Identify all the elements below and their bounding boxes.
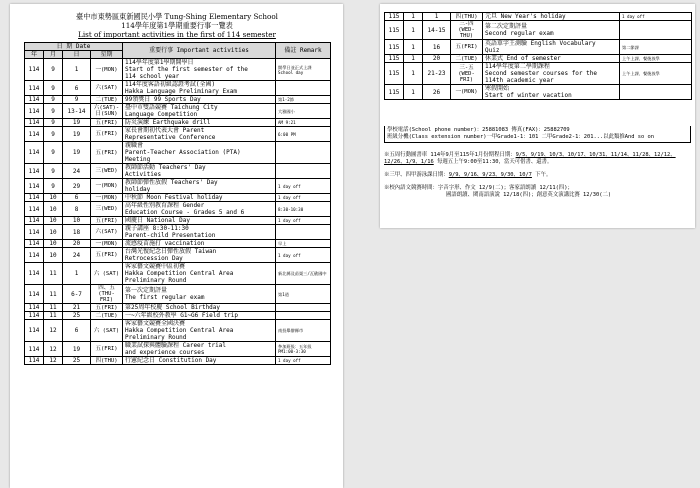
book-van-dates: 9/5、9/19、10/3、10/17、10/31、11/14、11/28、12/12、12/26、1/9、1/16 <box>384 152 676 165</box>
year-cell: 115 <box>385 55 404 63</box>
day-cell: 6 <box>63 81 91 96</box>
month-cell: 9 <box>44 119 63 127</box>
year-cell: 114 <box>25 240 44 248</box>
year-cell: 114 <box>25 104 44 119</box>
activity-cell <box>123 357 276 365</box>
weekday-cell: 一(MON) <box>91 179 123 194</box>
remark-cell <box>276 164 331 179</box>
activity-line: Start of the first semester of the <box>125 66 248 73</box>
table-row <box>25 127 331 142</box>
activity-line: 114年度客語初級認證考試(全國) <box>125 81 216 88</box>
day-cell: 24 <box>63 164 91 179</box>
weekday-cell: 三(WED) <box>91 202 123 217</box>
weekday-cell: 一(MON) <box>91 240 123 248</box>
year-cell: 114 <box>25 179 44 194</box>
month-cell: 11 <box>44 263 63 285</box>
activity-line: 親子講座 8:30-11:30 <box>125 225 189 232</box>
year-cell: 114 <box>25 225 44 240</box>
weekday-cell: 五(FRI) <box>91 342 123 357</box>
year-cell: 114 <box>25 285 44 304</box>
day-cell: 19 <box>63 127 91 142</box>
activity-cell <box>123 240 276 248</box>
activity-line: 114th academic year <box>485 77 554 84</box>
month-cell: 9 <box>44 179 63 194</box>
table-row <box>25 217 331 225</box>
weekday-cell: 一(MON) <box>91 194 123 202</box>
activity-line: 114學年度第二學期課程 <box>485 63 550 70</box>
activity-cell <box>123 263 276 285</box>
weekday-cell: 四(THU) <box>91 357 123 365</box>
month-cell: 1 <box>404 13 423 21</box>
activity-line: Quiz <box>485 47 500 54</box>
weekday-cell: 三-四(WED-THU) <box>451 21 483 40</box>
activity-cell <box>123 312 276 320</box>
day-cell: 14-15 <box>423 21 451 40</box>
remark-cell: 大雅國小 <box>276 104 331 119</box>
year-cell: 114 <box>25 217 44 225</box>
activity-cell <box>123 225 276 240</box>
remark-cell: 1 day off <box>276 217 331 225</box>
day-cell: 20 <box>423 55 451 63</box>
year-cell: 114 <box>25 119 44 127</box>
table-row <box>25 304 331 312</box>
remark-cell <box>276 312 331 320</box>
year-cell: 115 <box>385 85 404 100</box>
activity-line: Start of winter vacation <box>485 92 572 99</box>
day-cell: 19 <box>63 342 91 357</box>
month-cell: 10 <box>44 217 63 225</box>
day-cell: 9 <box>63 96 91 104</box>
table-row <box>25 194 331 202</box>
day-cell: 10 <box>63 217 91 225</box>
day-cell: 18 <box>63 225 91 240</box>
day-cell: 24 <box>63 248 91 263</box>
year-cell: 114 <box>25 194 44 202</box>
remark-cell: 參加班級：五年級 PM1:00-3:30 <box>276 342 331 357</box>
table-row <box>385 55 692 63</box>
month-cell: 9 <box>44 59 63 81</box>
day-cell: 1 <box>63 263 91 285</box>
year-cell: 114 <box>25 127 44 142</box>
month-cell: 9 <box>44 164 63 179</box>
activity-cell <box>123 285 276 304</box>
table-row <box>385 85 692 100</box>
activity-line: Parent-child Presentation <box>125 232 216 239</box>
activity-line: 第一次定期評量 <box>125 287 168 294</box>
month-cell: 10 <box>44 202 63 217</box>
activities-header: 重要行事 Important activities <box>123 43 276 59</box>
weekday-header: 星期 <box>91 51 123 59</box>
schedule-body-right <box>385 13 692 100</box>
activity-line: Preliminary Round <box>125 334 187 341</box>
remark-cell: 1 day off <box>276 248 331 263</box>
activity-line: Activities <box>125 171 162 178</box>
table-row <box>25 59 331 81</box>
day-cell: 8 <box>63 202 91 217</box>
activity-line: 高年級性別教育課程 Gender <box>125 202 205 209</box>
weekday-cell: 三(WED) <box>91 164 123 179</box>
month-cell: 1 <box>404 21 423 40</box>
year-cell: 115 <box>385 40 404 55</box>
activity-line: Representative Conference <box>125 134 216 141</box>
year-cell: 114 <box>25 248 44 263</box>
activity-line: 教師節彈性放假 Teachers' Day <box>125 179 218 186</box>
activity-line: Hakka Competition Central Area <box>125 327 234 334</box>
remark-cell: 6:00 PM <box>276 127 331 142</box>
activity-cell <box>123 164 276 179</box>
month-cell: 10 <box>44 194 63 202</box>
table-row <box>25 96 331 104</box>
semester-title: 114學年度第1學期重要行事一覽表 <box>121 21 233 30</box>
table-row <box>385 63 692 85</box>
month-cell: 1 <box>404 55 423 63</box>
activity-cell <box>123 81 276 96</box>
month-cell: 1 <box>404 63 423 85</box>
activity-cell <box>123 142 276 164</box>
weekday-cell: 一(MON) <box>451 85 483 100</box>
activity-line: Language Competition <box>125 111 198 118</box>
table-row <box>25 179 331 194</box>
activity-cell <box>483 55 620 63</box>
activity-line: 中秋節 Moon Festival holiday <box>125 194 223 201</box>
month-cell: 10 <box>44 248 63 263</box>
remark-cell: 上午上課、餐後放學 <box>620 55 692 63</box>
activity-cell <box>123 59 276 81</box>
weekday-cell: 六(SAT)-日(SUN) <box>91 104 123 119</box>
remark-cell <box>276 304 331 312</box>
activity-line: Meeting <box>125 156 151 163</box>
weekday-cell: 六 (SAT) <box>91 263 123 285</box>
activity-line: 休業式 End of semester <box>485 55 561 62</box>
day-cell: 26 <box>423 85 451 100</box>
remark-cell: 上午上課、餐後放學 <box>620 63 692 85</box>
table-row <box>25 357 331 365</box>
month-cell: 12 <box>44 320 63 342</box>
activity-line: 客家藝文競賽全國決賽 <box>125 320 186 327</box>
month-cell: 9 <box>44 104 63 119</box>
activity-cell <box>483 21 620 40</box>
activity-line: 防災演練 Earthquake drill <box>125 119 211 126</box>
day-cell: 21-23 <box>423 63 451 85</box>
activity-line: 流感疫苗施打 vaccination <box>125 240 205 247</box>
remark-header: 備註 Remark <box>276 43 331 59</box>
day-cell: 1 <box>63 59 91 81</box>
remark-cell <box>276 81 331 96</box>
year-cell: 114 <box>25 96 44 104</box>
remark-cell: 南投舉辦縣市 <box>276 320 331 342</box>
activity-line: Retrocession Day <box>125 255 183 262</box>
activity-line: The first regular exam <box>125 294 205 301</box>
table-row <box>25 285 331 304</box>
activity-cell <box>483 13 620 21</box>
activity-line: Second semester courses for the <box>485 70 597 77</box>
month-cell: 10 <box>44 240 63 248</box>
month-cell: 11 <box>44 304 63 312</box>
activity-line: Hakka Language Preliminary Exam <box>125 88 237 95</box>
activity-line: 職業試探與體驗課程 Career trial <box>125 342 226 349</box>
schedule-table-right <box>384 12 692 100</box>
day-cell: 1 <box>423 13 451 21</box>
year-cell: 114 <box>25 304 44 312</box>
weekday-cell: 六(SAT) <box>91 81 123 96</box>
remark-cell: 1 day off <box>276 357 331 365</box>
weekday-cell: 一(MON) <box>91 59 123 81</box>
weekday-cell: 二(TUE) <box>91 312 123 320</box>
remark-cell <box>620 21 692 40</box>
year-cell: 114 <box>25 357 44 365</box>
contact-box <box>384 126 691 143</box>
activity-cell <box>123 202 276 217</box>
schedule-table-left <box>24 42 331 365</box>
weekday-cell: 六 (SAT) <box>91 320 123 342</box>
language-contest-note: ※校內語文競賽時間：字音字形、作文 12/9(二)；客家語朗讀 12/11(四)； 國語朗讀、閩南語演說 12/18(四)；創意英文演講比賽 12/30(二) <box>384 185 612 198</box>
table-row <box>25 248 331 263</box>
table-row <box>25 142 331 164</box>
year-cell: 114 <box>25 164 44 179</box>
day-cell: 29 <box>63 179 91 194</box>
book-van-note: ※五周行動圖書車 114年9月至115年1月份期程日期：9/5、9/19、10/3、10/17、10/31、11/14、11/28、12/12、12/26、1/9、1/16 每週五上午9:00至11:30，當天可借書、還書。 <box>384 152 676 165</box>
weekday-cell: 四(THU) <box>451 13 483 21</box>
date-group-header: 日 期 Date <box>25 43 123 51</box>
year-cell: 114 <box>25 342 44 357</box>
activity-line: 一~六年級校外教學 G1~G6 Field trip <box>125 312 239 319</box>
activity-line: 寒假開始 <box>485 85 510 92</box>
year-cell: 115 <box>385 13 404 21</box>
month-cell: 9 <box>44 96 63 104</box>
activity-line: 臺中市雙語競賽 Taichung City <box>125 104 218 111</box>
activity-line: 英語單字王測驗 English Vocabulary <box>485 40 596 47</box>
english-title: List of important activities in the first of 114 semester <box>78 30 276 39</box>
day-cell: 6 <box>63 320 91 342</box>
activity-cell <box>123 194 276 202</box>
day-cell: 19 <box>63 119 91 127</box>
remark-cell: 早上 <box>276 240 331 248</box>
remark-cell <box>276 225 331 240</box>
year-cell: 114 <box>25 263 44 285</box>
month-cell: 9 <box>44 142 63 164</box>
month-cell: 11 <box>44 285 63 304</box>
weekday-cell: 五(FRI) <box>91 127 123 142</box>
weekday-cell: 五(FRI) <box>91 248 123 263</box>
activity-line: Education Course - Grades 5 and 6 <box>125 209 245 216</box>
day-cell: 25 <box>63 312 91 320</box>
table-row <box>25 225 331 240</box>
year-cell: 114 <box>25 320 44 342</box>
month-cell: 12 <box>44 342 63 357</box>
remark-cell: 開學日並正式上課 School day <box>276 59 331 81</box>
activity-line: Second regular exam <box>485 30 554 37</box>
table-row <box>385 21 692 40</box>
weekday-cell: 三-五(WED-FRI) <box>451 63 483 85</box>
activity-cell <box>123 127 276 142</box>
activity-line: Parent-Teacher Association (PTA) <box>125 149 241 156</box>
phone-line: 學校電話(School phone number)：25881083 傳真(FAX)：25882709 <box>387 127 570 133</box>
month-cell: 11 <box>44 312 63 320</box>
day-header: 日 <box>63 51 91 59</box>
table-row <box>25 263 331 285</box>
activity-cell <box>123 304 276 312</box>
table-row <box>25 312 331 320</box>
activity-cell <box>483 63 620 85</box>
header-row-top <box>25 43 331 51</box>
table-row <box>25 202 331 217</box>
table-row <box>25 342 331 357</box>
activity-line: 客家藝文競賽中區初賽 <box>125 263 186 270</box>
remark-cell: 第1-2節 <box>276 96 331 104</box>
activity-line: 台灣光復紀念日彈性放假 Taiwan <box>125 248 217 255</box>
activity-line: 99領獎日 99 Sports Day <box>125 96 201 103</box>
table-row <box>385 13 692 21</box>
document-title-block <box>24 12 330 39</box>
school-title: 臺中市東勢區東新國民小學 Tung-Shing Elementary School <box>76 12 278 21</box>
document-page-2 <box>380 4 695 228</box>
swim-dates: 9/9、9/16、9/23、9/30、10/7 <box>448 172 532 178</box>
activity-cell <box>123 217 276 225</box>
activity-line: 元旦 New Year's holiday <box>485 13 566 20</box>
activity-cell <box>123 104 276 119</box>
notes-section <box>384 126 691 205</box>
weekday-cell: 六(SAT) <box>91 225 123 240</box>
day-cell: 6-7 <box>63 285 91 304</box>
year-header: 年 <box>25 51 44 59</box>
activity-cell <box>483 40 620 55</box>
year-cell: 114 <box>25 81 44 96</box>
remark-cell: 第二節課 <box>620 40 692 55</box>
activity-line: 國慶日 National Day <box>125 217 190 224</box>
month-cell: 9 <box>44 127 63 142</box>
month-cell: 10 <box>44 225 63 240</box>
activity-cell <box>123 248 276 263</box>
month-cell: 12 <box>44 357 63 365</box>
table-row <box>25 119 331 127</box>
month-header: 月 <box>44 51 63 59</box>
weekday-cell: 五(FRI) <box>91 304 123 312</box>
activity-line: 第二次定期評量 <box>485 23 528 30</box>
remark-cell: 1 day off <box>276 194 331 202</box>
day-cell: 19 <box>63 142 91 164</box>
weekday-cell: 五(FRI) <box>91 142 123 164</box>
table-row <box>25 164 331 179</box>
document-page-1 <box>10 4 343 488</box>
year-cell: 115 <box>385 21 404 40</box>
activity-line: 114 school year <box>125 73 180 80</box>
activity-line: 親職會 <box>125 142 144 149</box>
activity-cell <box>123 320 276 342</box>
activity-line: Hakka Competition Central Area <box>125 270 234 277</box>
activity-line: 第25周年校慶 School Birthday <box>125 304 221 311</box>
day-cell: 25 <box>63 357 91 365</box>
extension-line: 班級分機(Class extension number)一甲Grade1-1：101 二甲Grade2-1：201...以此類推And so on <box>387 134 654 140</box>
day-cell: 16 <box>423 40 451 55</box>
activity-cell <box>123 179 276 194</box>
day-cell: 21 <box>63 304 91 312</box>
year-cell: 114 <box>25 142 44 164</box>
activity-cell <box>123 119 276 127</box>
remark-cell <box>620 85 692 100</box>
activity-cell <box>483 85 620 100</box>
year-cell: 115 <box>385 63 404 85</box>
day-cell: 20 <box>63 240 91 248</box>
weekday-cell: 五(FRI) <box>91 217 123 225</box>
table-row <box>385 40 692 55</box>
year-cell: 114 <box>25 202 44 217</box>
activity-line: 114學年度第1學期開學日 <box>125 59 194 66</box>
table-row <box>25 240 331 248</box>
month-cell: 1 <box>404 85 423 100</box>
table-row <box>25 81 331 96</box>
month-cell: 1 <box>404 40 423 55</box>
activity-line: 教師節活動 Teachers' Day <box>125 164 206 171</box>
weekday-cell: 五(FRI) <box>91 119 123 127</box>
activity-line: 家長會期初代表大會 Parent <box>125 127 205 134</box>
activity-cell <box>123 96 276 104</box>
weekday-cell: 二(TUE) <box>451 55 483 63</box>
weekday-cell: 二(TUE) <box>91 96 123 104</box>
year-cell: 114 <box>25 312 44 320</box>
month-cell: 9 <box>44 81 63 96</box>
year-cell: 114 <box>25 59 44 81</box>
day-cell: 6 <box>63 194 91 202</box>
swim-note: ※三甲、四甲游泳課日期：9/9、9/16、9/23、9/30、10/7 下午。 <box>384 172 552 178</box>
weekday-cell: 四、五(THU-FRI) <box>91 285 123 304</box>
remark-cell: 1 day off <box>276 179 331 194</box>
day-cell: 13-14 <box>63 104 91 119</box>
table-row <box>25 320 331 342</box>
activity-line: and experience courses <box>125 349 205 356</box>
remark-cell: 1 day off <box>620 13 692 21</box>
schedule-body-left <box>25 59 331 365</box>
remark-cell: AM 9:21 <box>276 119 331 127</box>
table-row <box>25 104 331 119</box>
remark-cell: 8:30-10:30 <box>276 202 331 217</box>
activity-cell <box>123 342 276 357</box>
activity-line: holiday <box>125 186 151 193</box>
remark-cell: 第1道 <box>276 285 331 304</box>
activity-line: Preliminary Round <box>125 277 187 284</box>
remark-cell <box>276 142 331 164</box>
weekday-cell: 五(FRI) <box>451 40 483 55</box>
activity-line: 行憲紀念日 Constitution Day <box>125 357 217 364</box>
remark-cell: 新北縣及苗栗三/瓦礁國中 <box>276 263 331 285</box>
